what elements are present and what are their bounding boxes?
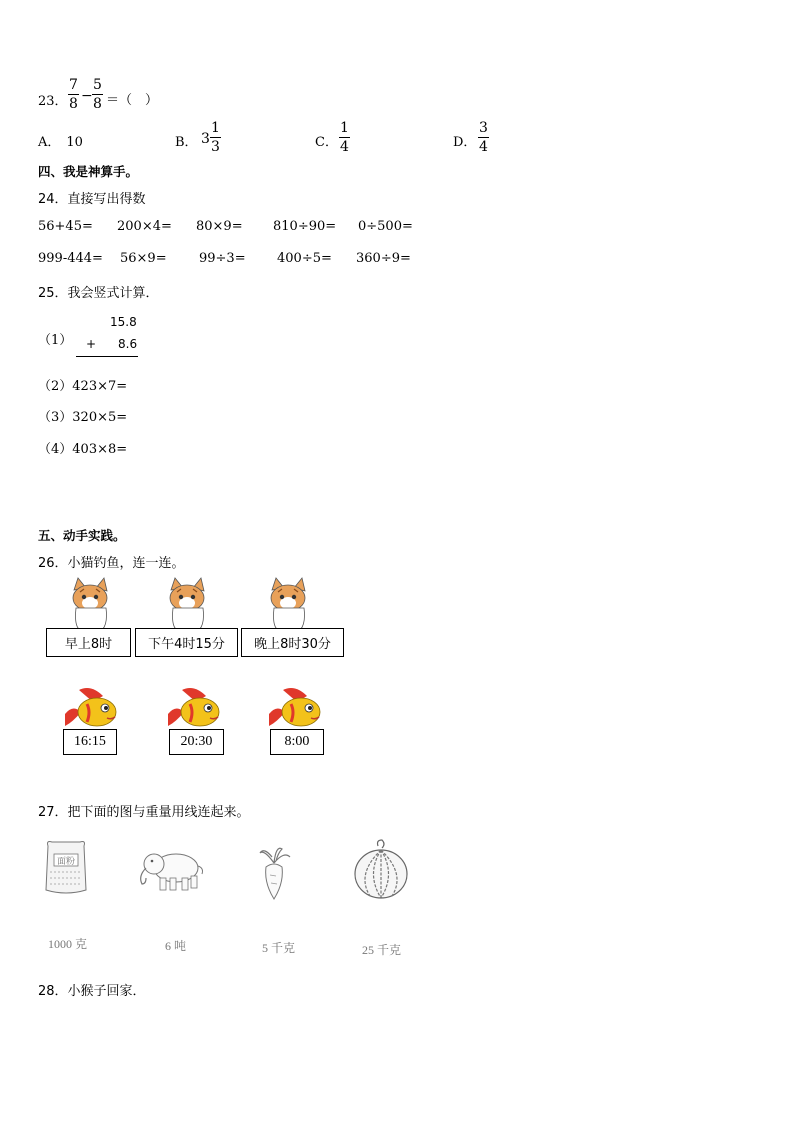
fish-time-3[interactable]: 8:00 <box>270 729 324 755</box>
q25-item-4: （4）403×8= <box>38 442 128 457</box>
q28-title: 28．小猴子回家． <box>38 984 146 999</box>
radish-icon <box>254 843 294 901</box>
weight-label-3[interactable]: 5 千克 <box>262 941 296 955</box>
fraction-5-8: 5 8 <box>93 77 102 112</box>
q23-number: 23． <box>38 94 68 109</box>
vertical-calc-top: 15.8 <box>110 315 137 329</box>
option-c-label[interactable]: C． <box>315 135 338 150</box>
q24-title: 24．直接写出得数 <box>38 192 146 207</box>
calc-1: 56+45= <box>38 219 93 234</box>
cat-icon <box>163 576 211 630</box>
minus-sign: − <box>81 88 93 104</box>
calc-9: 400÷5= <box>277 251 332 266</box>
q25-title: 25．我会竖式计算． <box>38 286 159 301</box>
cat-time-label-3[interactable]: 晚上8时30分 <box>241 628 344 657</box>
option-b-fraction: 1 3 <box>211 120 220 155</box>
fish-icon <box>63 686 119 730</box>
cat-icon <box>264 576 312 630</box>
cat-icon <box>66 576 114 630</box>
option-d-label[interactable]: D． <box>453 135 477 150</box>
vertical-calc-line <box>76 356 138 357</box>
watermelon-icon <box>352 838 410 900</box>
q27-title: 27．把下面的图与重量用线连起来。 <box>38 805 250 820</box>
weight-label-1[interactable]: 1000 克 <box>48 937 88 951</box>
q26-title: 26．小猫钓鱼，连一连。 <box>38 556 185 571</box>
calc-10: 360÷9= <box>356 251 411 266</box>
fish-time-2[interactable]: 20:30 <box>169 729 224 755</box>
section-5-title: 五、动手实践。 <box>38 528 126 543</box>
q25-item-3: （3）320×5= <box>38 410 128 425</box>
fraction-7-8: 7 8 <box>69 77 78 112</box>
elephant-icon <box>136 848 206 894</box>
calc-3: 80×9= <box>196 219 243 234</box>
option-a[interactable]: A． 10 <box>38 135 83 150</box>
fish-time-1[interactable]: 16:15 <box>63 729 117 755</box>
cat-time-label-2[interactable]: 下午4时15分 <box>135 628 238 657</box>
weight-label-2[interactable]: 6 吨 <box>165 939 187 953</box>
vertical-calc-plus: + <box>86 337 97 351</box>
calc-2: 200×4= <box>117 219 172 234</box>
calc-6: 999-444= <box>38 251 103 266</box>
weight-label-4[interactable]: 25 千克 <box>362 943 402 957</box>
section-4-title: 四、我是神算手。 <box>38 164 139 179</box>
option-d-fraction: 3 4 <box>479 120 488 155</box>
flour-bag-text: 面粉 <box>56 857 76 867</box>
fish-icon <box>166 686 222 730</box>
flour-bag-icon <box>42 838 90 896</box>
calc-7: 56×9= <box>120 251 167 266</box>
q25-item-2: （2）423×7= <box>38 379 128 394</box>
vertical-calc-label: （1） <box>38 333 73 348</box>
option-b-whole: 3 <box>201 131 210 147</box>
calc-8: 99÷3= <box>199 251 246 266</box>
vertical-calc-bottom: 8.6 <box>118 337 138 351</box>
q23-equals-blank: ＝（ ） <box>106 93 159 108</box>
option-b-label[interactable]: B． <box>175 135 198 150</box>
cat-time-label-1[interactable]: 早上8时 <box>46 628 131 657</box>
fish-icon <box>267 686 323 730</box>
calc-5: 0÷500= <box>358 219 413 234</box>
calc-4: 810÷90= <box>273 219 337 234</box>
option-c-fraction: 1 4 <box>340 120 349 155</box>
